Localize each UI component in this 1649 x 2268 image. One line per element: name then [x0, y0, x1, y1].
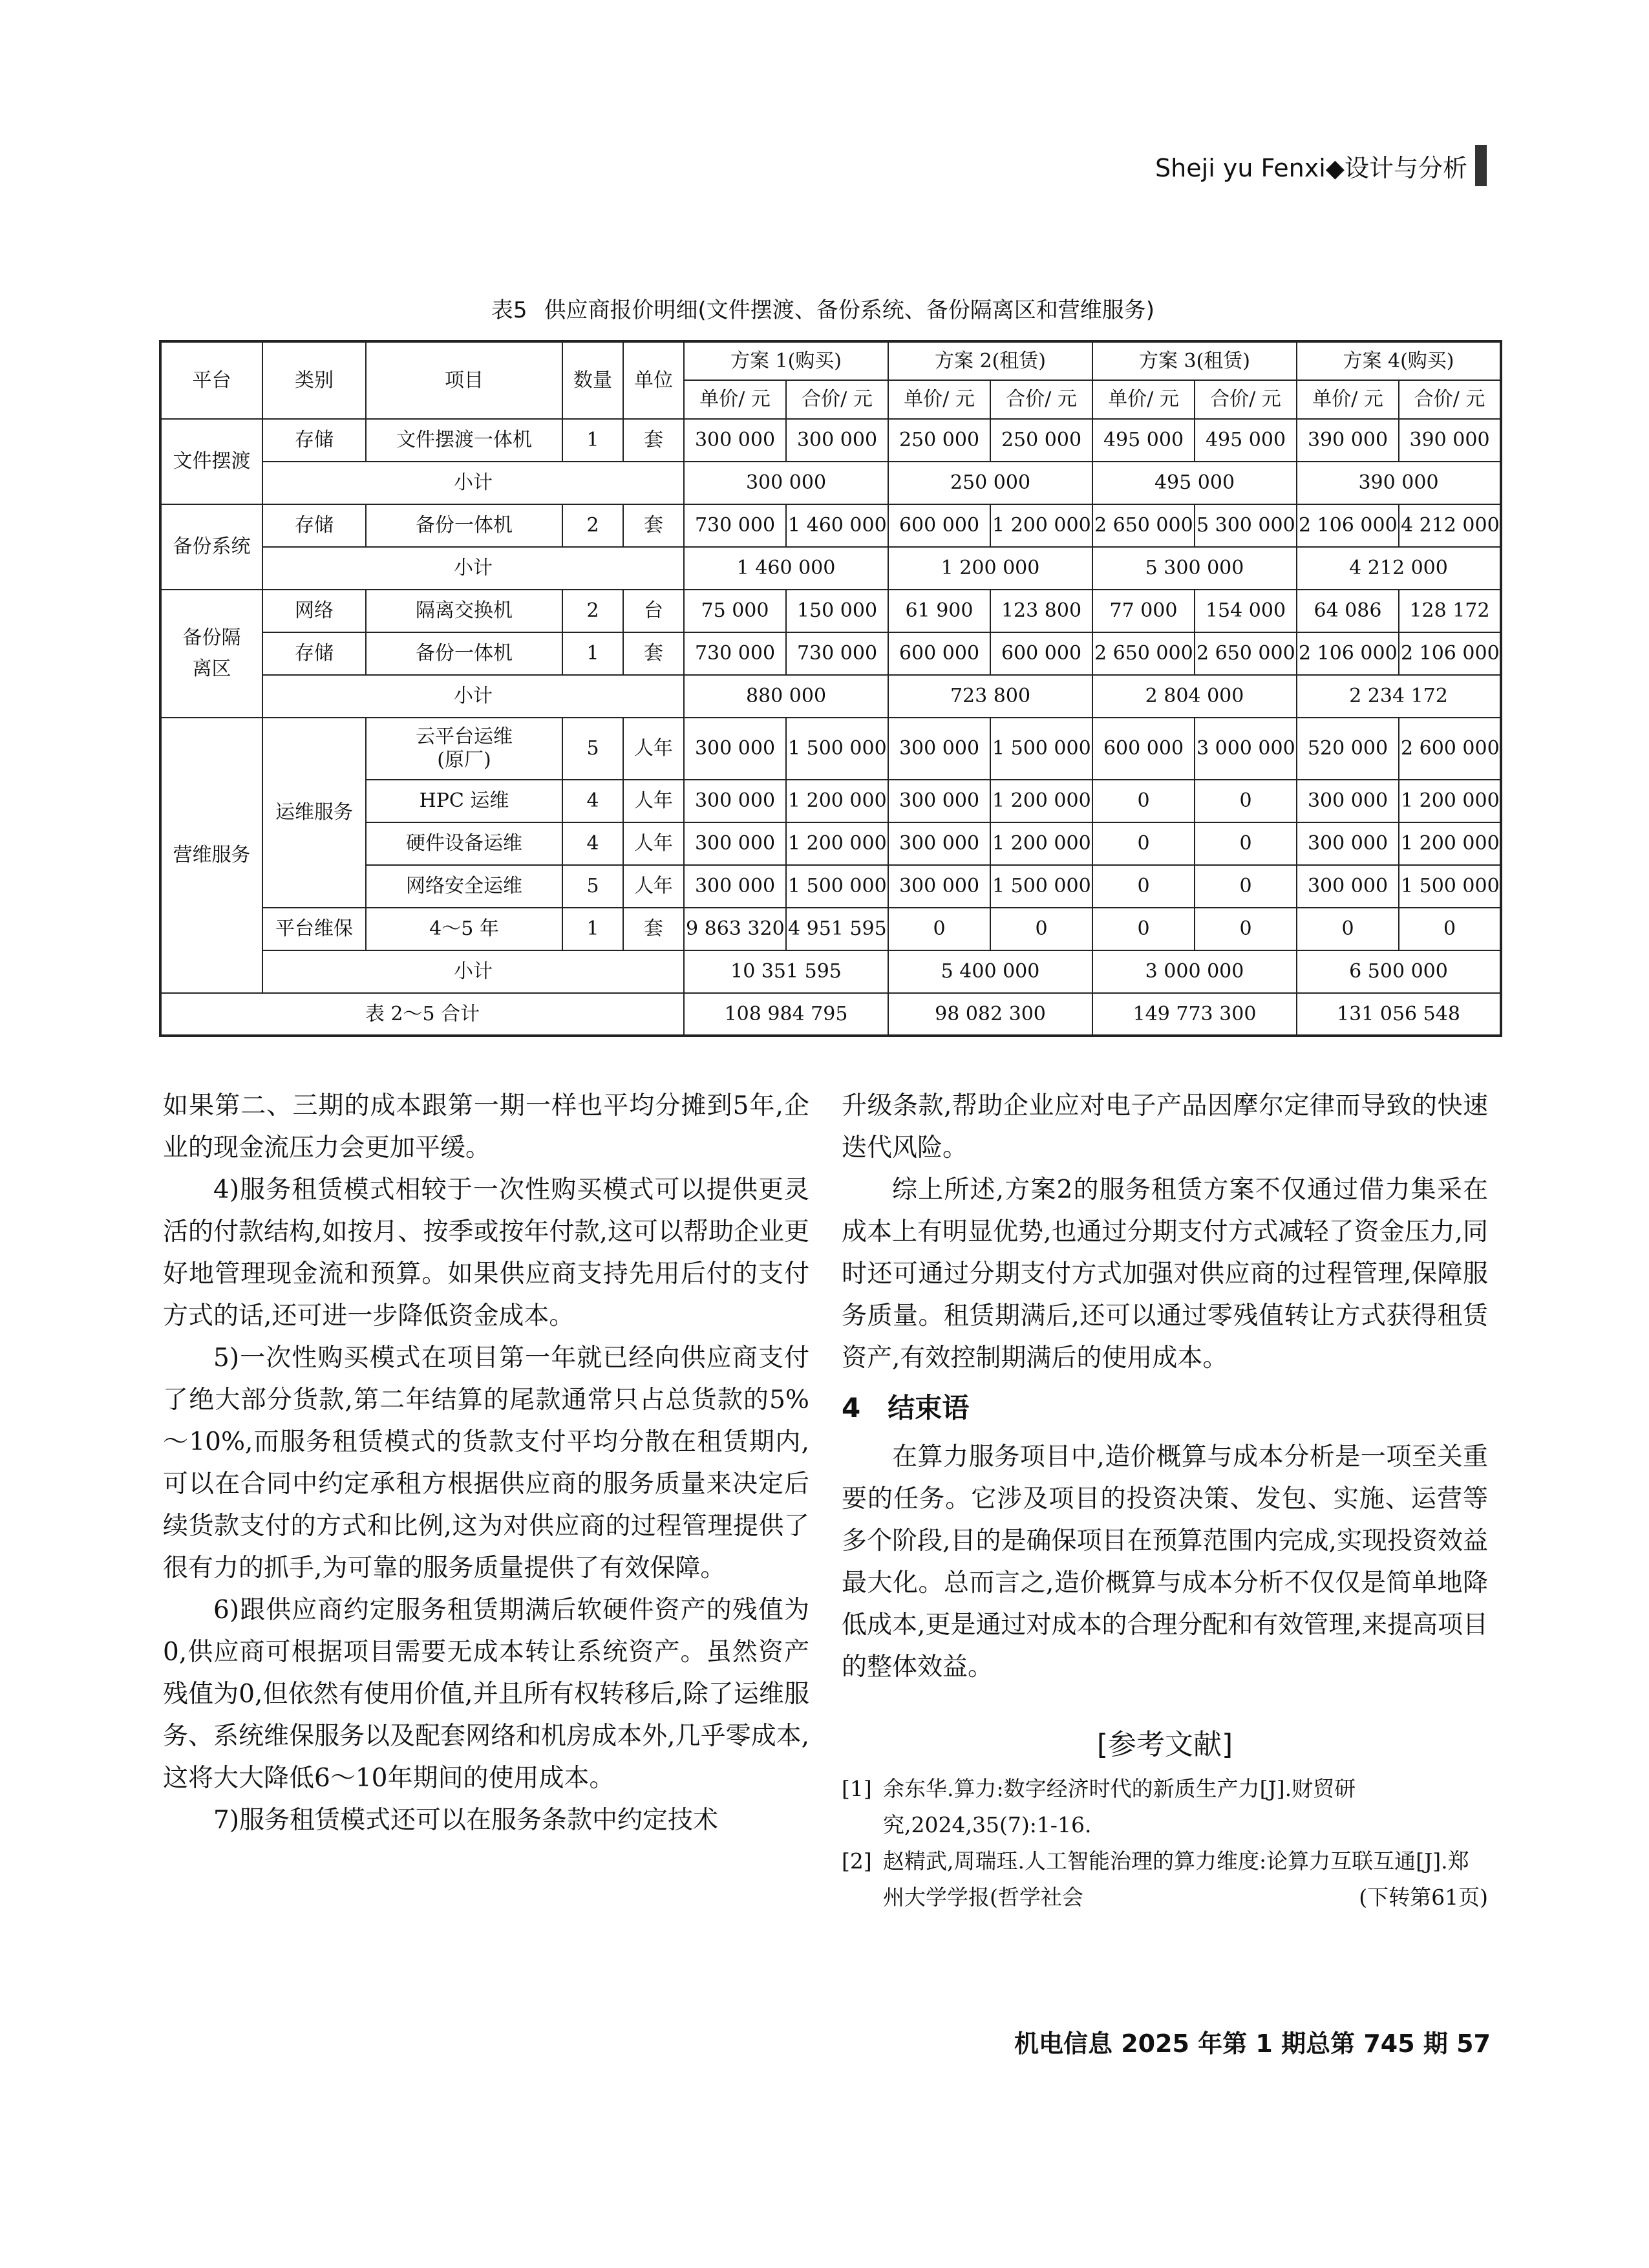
- cell-value: 1 200 000: [1399, 780, 1501, 822]
- caption-number: 表5: [491, 297, 527, 323]
- cell-value: 300 000: [1297, 822, 1399, 865]
- running-header: [1099, 146, 1487, 185]
- subtotal-value: 300 000: [684, 462, 888, 504]
- group-backup: 备份系统: [160, 504, 262, 590]
- table-row: [160, 419, 1501, 462]
- subtotal-value: 3 000 000: [1092, 950, 1297, 993]
- total-value: 131 056 548: [1297, 993, 1501, 1036]
- cell-value: 495 000: [1092, 419, 1195, 462]
- total-value: 108 984 795: [684, 993, 888, 1036]
- cell-qty: 4: [562, 822, 623, 865]
- cell-value: 300 000: [684, 865, 786, 908]
- cell-qty: 1: [562, 908, 623, 950]
- th-unit-price: 单价/ 元: [888, 380, 990, 419]
- cell-value: 250 000: [888, 419, 990, 462]
- reference-text: [883, 1843, 1488, 1916]
- cell-value: 5 300 000: [1195, 504, 1297, 547]
- cell-value: 300 000: [1297, 865, 1399, 908]
- table-row: [160, 590, 1501, 632]
- cell-qty: 5: [562, 718, 623, 780]
- group-file: 文件摆渡: [160, 419, 262, 504]
- cell-value: 2 650 000: [1092, 632, 1195, 675]
- table-caption: [159, 292, 1487, 324]
- cell-value: 2 106 000: [1399, 632, 1501, 675]
- cell-value: 520 000: [1297, 718, 1399, 780]
- cell-value: 0: [1092, 780, 1195, 822]
- paragraph: 4)服务租赁模式相较于一次性购买模式可以提供更灵活的付款结构,如按月、按季或按年付款,这可以帮助企业更好地管理现金流和预算。如果供应商支持先用后付的支付方式的话,还可进一步降低资金成本。: [163, 1175, 809, 1331]
- paragraph: 升级条款,帮助企业应对电子产品因摩尔定律而导致的快速迭代风险。: [842, 1091, 1488, 1162]
- cell-qty: 1: [562, 632, 623, 675]
- subtotal-row: [160, 950, 1501, 993]
- cell-item: 备份一体机: [366, 504, 562, 547]
- subtotal-value: 10 351 595: [684, 950, 888, 993]
- paragraph: 综上所述,方案2的服务租赁方案不仅通过借力集采在成本上有明显优势,也通过分期支付方式减轻了资金压力,同时还可通过分期支付方式加强对供应商的过程管理,保障服务质量。租赁期满后,还可以通过零残值转让方式获得租赁资产,有效控制期满后的使用成本。: [842, 1175, 1488, 1373]
- left-column: [163, 1085, 809, 1841]
- table-header-row: [160, 341, 1501, 380]
- subtotal-label: 小计: [262, 950, 684, 993]
- cell-value: 0: [1092, 865, 1195, 908]
- cell-item: 4～5 年: [366, 908, 562, 950]
- cell-unit: 人年: [623, 822, 684, 865]
- cell-value: 1 200 000: [786, 780, 888, 822]
- header-title: Sheji yu Fenxi◆设计与分析: [1155, 153, 1467, 182]
- cell-value: 730 000: [684, 632, 786, 675]
- cell-value: 4 212 000: [1399, 504, 1501, 547]
- cell-item: 硬件设备运维: [366, 822, 562, 865]
- paragraph: 5)一次性购买模式在项目第一年就已经向供应商支付了绝大部分货款,第二年结算的尾款通常只占总货款的5%～10%,而服务租赁模式的货款支付平均分散在租赁期内,可以在合同中约定承租方根据供应商的服务质量来决定后续货款支付的方式和比例,这为对供应商的过程管理提供了很有力的抓手,为可靠的服务质量提供了有效保障。: [163, 1343, 809, 1583]
- subtotal-value: 5 300 000: [1092, 547, 1297, 590]
- cell-value: 75 000: [684, 590, 786, 632]
- cell-item-line2: (原厂): [437, 749, 491, 771]
- cell-value: 300 000: [684, 718, 786, 780]
- cell-qty: 4: [562, 780, 623, 822]
- total-label: 表 2～5 合计: [160, 993, 684, 1036]
- group-ops: 营维服务: [160, 718, 262, 993]
- cell-value: 1 500 000: [990, 718, 1092, 780]
- subtotal-label: 小计: [262, 547, 684, 590]
- reference-body: 赵精武,周瑞珏.人工智能治理的算力维度:论算力互联互通[J].郑州大学学报(哲学社会: [883, 1848, 1469, 1910]
- table-row: [160, 504, 1501, 547]
- subtotal-value: 495 000: [1092, 462, 1297, 504]
- quote-table: [159, 340, 1502, 1037]
- cell-value: 0: [1092, 822, 1195, 865]
- th-unit-price: 单价/ 元: [1297, 380, 1399, 419]
- th-plan-2: 方案 2(租赁): [888, 341, 1092, 380]
- cell-value: 600 000: [1092, 718, 1195, 780]
- cell-value: 2 650 000: [1195, 632, 1297, 675]
- cell-category: 存储: [262, 632, 366, 675]
- references-heading: [参考文献]: [1096, 1728, 1233, 1761]
- cell-value: 0: [1195, 780, 1297, 822]
- cell-value: 300 000: [786, 419, 888, 462]
- subtotal-label: 小计: [262, 462, 684, 504]
- cell-unit: 人年: [623, 718, 684, 780]
- cell-item: 备份一体机: [366, 632, 562, 675]
- cell-value: 300 000: [888, 822, 990, 865]
- subtotal-value: 2 804 000: [1092, 675, 1297, 718]
- cell-value: 0: [1399, 908, 1501, 950]
- reference-item: [842, 1843, 1488, 1916]
- th-plan-3: 方案 3(租赁): [1092, 341, 1297, 380]
- header-bar: [1475, 145, 1487, 186]
- cell-qty: 2: [562, 590, 623, 632]
- cell-value: 600 000: [888, 632, 990, 675]
- cell-value: 1 460 000: [786, 504, 888, 547]
- cell-value: 2 106 000: [1297, 504, 1399, 547]
- cell-unit: 台: [623, 590, 684, 632]
- page-footer: 机电信息 2025 年第 1 期总第 745 期 57: [1014, 2029, 1491, 2058]
- cell-value: 1 500 000: [1399, 865, 1501, 908]
- total-row: [160, 993, 1501, 1036]
- subtotal-row: [160, 547, 1501, 590]
- cell-unit: 人年: [623, 865, 684, 908]
- cell-category: 存储: [262, 504, 366, 547]
- paragraph: 如果第二、三期的成本跟第一期一样也平均分摊到5年,企业的现金流压力会更加平缓。: [163, 1091, 809, 1162]
- th-qty: 数量: [562, 341, 623, 419]
- subtotal-value: 723 800: [888, 675, 1092, 718]
- cell-value: 0: [1092, 908, 1195, 950]
- cell-value: 300 000: [1297, 780, 1399, 822]
- cell-value: 390 000: [1297, 419, 1399, 462]
- cell-value: 1 200 000: [990, 504, 1092, 547]
- subtotal-value: 2 234 172: [1297, 675, 1501, 718]
- cell-qty: 1: [562, 419, 623, 462]
- cell-unit: 套: [623, 504, 684, 547]
- group-isolation-label: 备份隔离区: [182, 626, 241, 680]
- cell-unit: 套: [623, 419, 684, 462]
- cell-value: 64 086: [1297, 590, 1399, 632]
- subtotal-value: 1 200 000: [888, 547, 1092, 590]
- table-row: [160, 632, 1501, 675]
- subtotal-label: 小计: [262, 675, 684, 718]
- th-unit-price: 单价/ 元: [684, 380, 786, 419]
- cell-value: 2 650 000: [1092, 504, 1195, 547]
- subtotal-value: 1 460 000: [684, 547, 888, 590]
- paragraph: 6)跟供应商约定服务租赁期满后软硬件资产的残值为0,供应商可根据项目需要无成本转让系统资产。虽然资产残值为0,但依然有使用价值,并且所有权转移后,除了运维服务、系统维保服务以及配套网络和机房成本外,几乎零成本,这将大大降低6～10年期间的使用成本。: [163, 1596, 809, 1793]
- section-title: 结束语: [888, 1392, 970, 1424]
- cell-value: 3 000 000: [1195, 718, 1297, 780]
- cell-value: 0: [888, 908, 990, 950]
- cell-value: 0: [1195, 865, 1297, 908]
- cell-value: 730 000: [786, 632, 888, 675]
- cell-value: 600 000: [990, 632, 1092, 675]
- group-ops-service: 运维服务: [262, 718, 366, 908]
- reference-text: 余东华.算力:数字经济时代的新质生产力[J].财贸研究,2024,35(7):1-16.: [883, 1776, 1356, 1837]
- cell-item: 网络安全运维: [366, 865, 562, 908]
- cell-value: 123 800: [990, 590, 1092, 632]
- reference-number: [2]: [842, 1848, 872, 1874]
- cell-value: 4 951 595: [786, 908, 888, 950]
- cell-value: 0: [1297, 908, 1399, 950]
- cell-value: 0: [1195, 822, 1297, 865]
- cell-value: 730 000: [684, 504, 786, 547]
- cell-value: 300 000: [888, 718, 990, 780]
- th-unit-price: 单价/ 元: [1092, 380, 1195, 419]
- cell-item: HPC 运维: [366, 780, 562, 822]
- section-number: 4: [842, 1392, 861, 1424]
- th-category: 类别: [262, 341, 366, 419]
- subtotal-value: 6 500 000: [1297, 950, 1501, 993]
- th-total-price: 合价/ 元: [990, 380, 1092, 419]
- cell-value: 1 500 000: [990, 865, 1092, 908]
- group-platform-maint: 平台维保: [262, 908, 366, 950]
- cell-value: 154 000: [1195, 590, 1297, 632]
- cell-unit: 套: [623, 632, 684, 675]
- subtotal-row: [160, 675, 1501, 718]
- cell-value: 390 000: [1399, 419, 1501, 462]
- cell-value: 128 172: [1399, 590, 1501, 632]
- cell-value: 1 200 000: [990, 780, 1092, 822]
- cell-value: 77 000: [1092, 590, 1195, 632]
- reference-item: [842, 1771, 1488, 1843]
- cell-item: [366, 718, 562, 780]
- cell-value: 2 106 000: [1297, 632, 1399, 675]
- cell-value: 300 000: [888, 865, 990, 908]
- cell-value: 600 000: [888, 504, 990, 547]
- cell-value: 300 000: [684, 822, 786, 865]
- right-column: [842, 1085, 1488, 1916]
- cell-unit: 套: [623, 908, 684, 950]
- subtotal-row: [160, 462, 1501, 504]
- caption-text: 供应商报价明细(文件摆渡、备份系统、备份隔离区和营维服务): [544, 297, 1155, 323]
- th-unit: 单位: [623, 341, 684, 419]
- cell-value: 300 000: [684, 419, 786, 462]
- section-heading: [842, 1385, 1488, 1431]
- th-total-price: 合价/ 元: [1399, 380, 1501, 419]
- cell-value: 250 000: [990, 419, 1092, 462]
- subtotal-value: 4 212 000: [1297, 547, 1501, 590]
- cell-value: 1 200 000: [1399, 822, 1501, 865]
- cell-qty: 2: [562, 504, 623, 547]
- th-platform: 平台: [160, 341, 262, 419]
- total-value: 149 773 300: [1092, 993, 1297, 1036]
- cell-value: 150 000: [786, 590, 888, 632]
- cell-qty: 5: [562, 865, 623, 908]
- total-value: 98 082 300: [888, 993, 1092, 1036]
- cell-value: 495 000: [1195, 419, 1297, 462]
- cell-value: 300 000: [888, 780, 990, 822]
- cell-item: 文件摆渡一体机: [366, 419, 562, 462]
- subtotal-value: 250 000: [888, 462, 1092, 504]
- cell-value: 1 200 000: [786, 822, 888, 865]
- subtotal-value: 880 000: [684, 675, 888, 718]
- cell-value: 1 500 000: [786, 865, 888, 908]
- cell-value: 0: [990, 908, 1092, 950]
- th-total-price: 合价/ 元: [1195, 380, 1297, 419]
- paragraph: 在算力服务项目中,造价概算与成本分析是一项至关重要的任务。它涉及项目的投资决策、发包、实施、运营等多个阶段,目的是确保项目在预算范围内完成,实现投资效益最大化。总而言之,造价概算与成本分析不仅仅是简单地降低成本,更是通过对成本的合理分配和有效管理,来提高项目的整体效益。: [842, 1442, 1488, 1682]
- cell-unit: 人年: [623, 780, 684, 822]
- cell-value: 9 863 320: [684, 908, 786, 950]
- subtotal-value: 5 400 000: [888, 950, 1092, 993]
- th-plan-1: 方案 1(购买): [684, 341, 888, 380]
- cell-value: 61 900: [888, 590, 990, 632]
- th-total-price: 合价/ 元: [786, 380, 888, 419]
- cell-category: 存储: [262, 419, 366, 462]
- continued-note: (下转第61页): [1359, 1885, 1488, 1910]
- paragraph: 7)服务租赁模式还可以在服务条款中约定技术: [213, 1806, 719, 1835]
- cell-item: 隔离交换机: [366, 590, 562, 632]
- table-row: [160, 908, 1501, 950]
- th-item: 项目: [366, 341, 562, 419]
- cell-category: 网络: [262, 590, 366, 632]
- cell-value: 300 000: [684, 780, 786, 822]
- cell-value: 1 500 000: [786, 718, 888, 780]
- subtotal-value: 390 000: [1297, 462, 1501, 504]
- cell-item-line1: 云平台运维: [416, 725, 513, 748]
- cell-value: 2 600 000: [1399, 718, 1501, 780]
- cell-value: 0: [1195, 908, 1297, 950]
- group-isolation: [160, 590, 262, 718]
- reference-number: [1]: [842, 1776, 872, 1801]
- th-plan-4: 方案 4(购买): [1297, 341, 1501, 380]
- table-row: [160, 718, 1501, 780]
- cell-value: 1 200 000: [990, 822, 1092, 865]
